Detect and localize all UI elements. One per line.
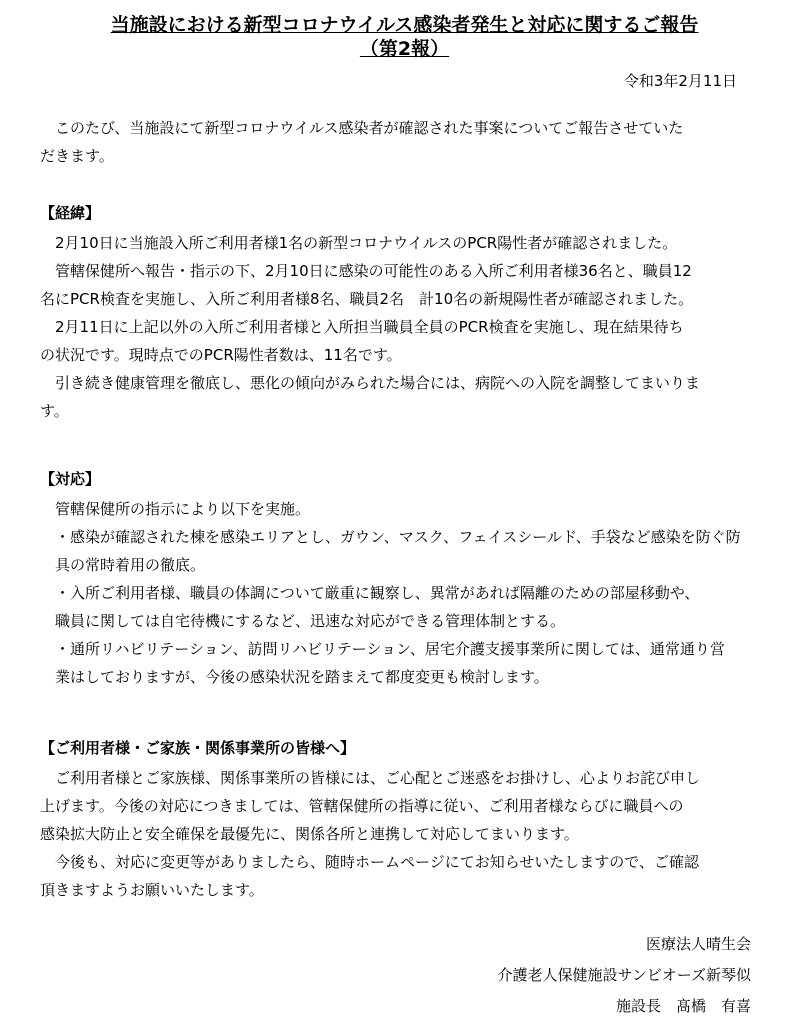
- signature-director: 施設長 髙橋 有喜: [615, 997, 751, 1015]
- text-line: 具の常時着用の徹底。: [40, 556, 206, 574]
- text-line: 職員に関しては自宅待機にするなど、迅速な対応ができる管理体制とする。: [40, 612, 566, 630]
- text-line: ・入所ご利用者様、職員の体調について厳重に観察し、異常があれば隔離のための部屋移動や、: [40, 584, 700, 602]
- text-line: ・通所リハビリテーション、訪問リハビリテーション、居宅介護支援事業所に関しては、通常通り営: [40, 640, 725, 658]
- signature-org: 医療法人晴生会: [645, 935, 751, 953]
- text-line: ご利用者様とご家族様、関係事業所の皆様には、ご心配とご迷惑をお掛けし、心よりお詫び申し: [40, 769, 701, 787]
- intro-paragraph: [40, 114, 760, 170]
- response-paragraph: [40, 495, 760, 691]
- text-line: 感染拡大防止と安全確保を最優先に、関係各所と連携して対応してまいります。: [40, 825, 579, 843]
- background-paragraph: [40, 229, 760, 425]
- text-line: 名にPCR検査を実施し、入所ご利用者様8名、職員2名 計10名の新規陽性者が確認されました。: [40, 290, 694, 308]
- page-subtitle: （第2報）: [359, 38, 450, 60]
- text-line: このたび、当施設にて新型コロナウイルス感染者が確認された事案についてご報告させていた: [40, 119, 684, 137]
- text-line: す。: [40, 402, 69, 420]
- text-line: だきます。: [40, 147, 114, 165]
- text-line: 2月11日に上記以外の入所ご利用者様と入所担当職員全員のPCR検査を実施し、現在結果待ち: [40, 318, 684, 336]
- section-heading-background: 【経緯】: [40, 204, 101, 222]
- text-line: 今後も、対応に変更等がありましたら、随時ホームページにてお知らせいたしますので、ご確認: [40, 853, 699, 871]
- text-line: 業はしておりますが、今後の感染状況を踏まえて都度変更も検討します。: [40, 668, 549, 686]
- text-line: 管轄保健所の指示により以下を実施。: [40, 500, 311, 518]
- section-heading-message: 【ご利用者様・ご家族・関係事業所の皆様へ】: [40, 739, 356, 757]
- section-heading-response: 【対応】: [40, 470, 101, 488]
- text-line: 頂きますようお願いいたします。: [40, 881, 264, 899]
- text-line: ・感染が確認された棟を感染エリアとし、ガウン、マスク、フェイスシールド、手袋など感染を防ぐ防: [40, 528, 741, 546]
- text-line: 引き続き健康管理を徹底し、悪化の傾向がみられた場合には、病院への入院を調整してまいりま: [40, 374, 701, 392]
- signature-facility: 介護老人保健施設サンビオーズ新琴似: [497, 966, 751, 984]
- report-date: 令和3年2月11日: [623, 72, 737, 90]
- text-line: 上げます。今後の対応につきましては、管轄保健所の指導に従い、ご利用者様ならびに職員への: [40, 797, 684, 815]
- message-paragraph: [40, 764, 760, 904]
- text-line: 管轄保健所へ報告・指示の下、2月10日に感染の可能性のある入所ご利用者様36名と、職員12: [40, 262, 692, 280]
- text-line: 2月10日に当施設入所ご利用者様1名の新型コロナウイルスのPCR陽性者が確認されました。: [40, 234, 678, 252]
- page-title: 当施設における新型コロナウイルス感染者発生と対応に関するご報告: [110, 14, 699, 36]
- text-line: の状況です。現時点でのPCR陽性者数は、11名です。: [40, 346, 402, 364]
